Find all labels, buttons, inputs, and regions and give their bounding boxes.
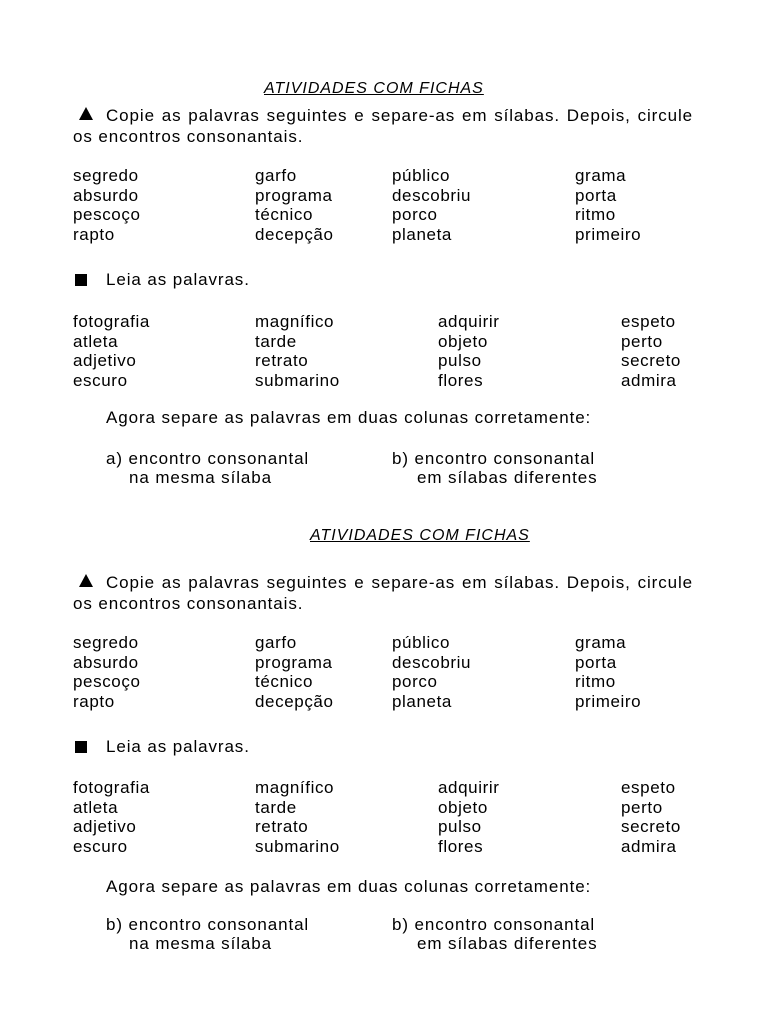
word-column	[575, 166, 641, 244]
word: retrato	[255, 351, 309, 370]
triangle-bullet-icon	[79, 107, 93, 120]
word: tarde	[255, 797, 297, 817]
answer-column-a	[106, 449, 309, 487]
answer-heading: b) encontro consonantal	[106, 915, 310, 934]
word: técnico	[255, 205, 314, 224]
word: escuro	[73, 836, 128, 856]
word-column	[621, 778, 681, 856]
word: objeto	[438, 797, 488, 817]
word: adquirir	[438, 778, 500, 797]
word: garfo	[255, 633, 297, 652]
answer-heading: a) encontro consonantal	[106, 449, 310, 468]
word: grama	[575, 166, 627, 185]
word: decepção	[255, 224, 334, 244]
word: retrato	[255, 817, 309, 836]
word: ritmo	[575, 205, 616, 224]
word: admira	[621, 370, 677, 390]
word: porco	[392, 672, 438, 691]
word: adjetivo	[73, 817, 137, 836]
word: atleta	[73, 331, 119, 351]
word: planeta	[392, 224, 452, 244]
word: absurdo	[73, 652, 139, 672]
word-column	[73, 312, 150, 390]
word: porta	[575, 652, 617, 672]
word: grama	[575, 633, 627, 652]
answer-subheading: na mesma sílaba	[129, 468, 272, 487]
word: público	[392, 633, 451, 652]
square-bullet-icon	[75, 274, 87, 286]
word: pulso	[438, 817, 482, 836]
word: técnico	[255, 672, 314, 691]
separate-instruction: Agora separe as palavras em duas colunas corretamente:	[106, 408, 592, 427]
word-column	[255, 166, 334, 244]
square-bullet-icon	[75, 741, 87, 753]
word-column	[621, 312, 681, 390]
answer-column-b	[392, 915, 597, 953]
answer-column-a	[106, 915, 309, 953]
word: flores	[438, 370, 484, 390]
word: rapto	[73, 224, 115, 244]
word: perto	[621, 797, 663, 817]
word: fotografia	[73, 312, 150, 331]
word-column	[255, 312, 340, 390]
word-column	[438, 312, 500, 390]
word: adjetivo	[73, 351, 137, 370]
copy-instruction-text: Copie as palavras seguintes e separe-as em sílabas. Depois, circule os encontros consonantais.	[73, 106, 693, 146]
word: absurdo	[73, 185, 139, 205]
word: garfo	[255, 166, 297, 185]
answer-subheading: na mesma sílaba	[129, 934, 272, 953]
answer-heading: b) encontro consonantal	[392, 915, 596, 934]
word: público	[392, 166, 451, 185]
word-column	[255, 778, 340, 856]
word: rapto	[73, 691, 115, 711]
copy-instruction	[73, 105, 693, 147]
word: magnífico	[255, 778, 335, 797]
word: perto	[621, 331, 663, 351]
word: secreto	[621, 351, 681, 370]
word: segredo	[73, 166, 139, 185]
triangle-bullet-icon	[79, 574, 93, 587]
word: pescoço	[73, 672, 141, 691]
separate-instruction: Agora separe as palavras em duas colunas corretamente:	[106, 877, 592, 896]
word-column	[438, 778, 500, 856]
word: objeto	[438, 331, 488, 351]
word: espeto	[621, 312, 676, 331]
word: magnífico	[255, 312, 335, 331]
word: flores	[438, 836, 484, 856]
copy-instruction	[73, 572, 693, 614]
section-title: ATIVIDADES COM FICHAS	[310, 527, 530, 544]
read-label: Leia as palavras.	[106, 737, 250, 756]
word: submarino	[255, 370, 340, 390]
word: planeta	[392, 691, 452, 711]
word: pulso	[438, 351, 482, 370]
word-column	[575, 633, 641, 711]
word-column	[73, 778, 150, 856]
answer-subheading: em sílabas diferentes	[417, 468, 598, 487]
word: primeiro	[575, 224, 642, 244]
section-title: ATIVIDADES COM FICHAS	[264, 80, 484, 97]
word: tarde	[255, 331, 297, 351]
word: adquirir	[438, 312, 500, 331]
word: admira	[621, 836, 677, 856]
word: porta	[575, 185, 617, 205]
word: atleta	[73, 797, 119, 817]
word: espeto	[621, 778, 676, 797]
word: fotografia	[73, 778, 150, 797]
word: porco	[392, 205, 438, 224]
word-column	[73, 166, 141, 244]
read-label: Leia as palavras.	[106, 270, 250, 289]
word: escuro	[73, 370, 128, 390]
word: descobriu	[392, 185, 472, 205]
word-column	[255, 633, 334, 711]
answer-subheading: em sílabas diferentes	[417, 934, 598, 953]
word: programa	[255, 185, 333, 205]
copy-instruction-text: Copie as palavras seguintes e separe-as em sílabas. Depois, circule os encontros consonantais.	[73, 573, 693, 613]
word: primeiro	[575, 691, 642, 711]
word-column	[392, 633, 471, 711]
word: ritmo	[575, 672, 616, 691]
word-column	[73, 633, 141, 711]
word-column	[392, 166, 471, 244]
word: descobriu	[392, 652, 472, 672]
answer-column-b	[392, 449, 597, 487]
word: programa	[255, 652, 333, 672]
word: decepção	[255, 691, 334, 711]
word: secreto	[621, 817, 681, 836]
word: pescoço	[73, 205, 141, 224]
answer-heading: b) encontro consonantal	[392, 449, 596, 468]
word: submarino	[255, 836, 340, 856]
word: segredo	[73, 633, 139, 652]
